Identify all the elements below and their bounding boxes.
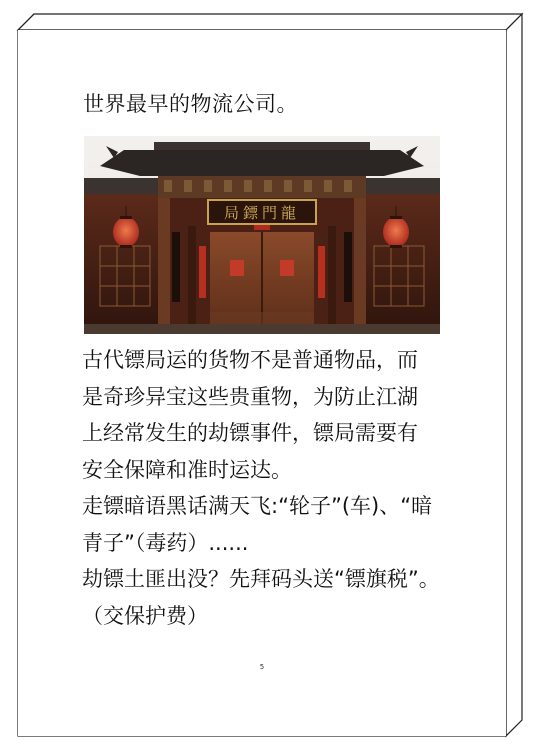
text-line: （交保护费） — [82, 603, 208, 628]
text-line: 安全保障和准时运达。 — [82, 457, 292, 482]
plaque-text: 局鏢門龍 — [223, 204, 301, 222]
text-line: 古代镖局运的货物不是普通物品，而 — [82, 348, 418, 372]
text-line: 是奇珍异宝这些贵重物，为防止江湖 — [82, 384, 418, 409]
text-line: 劫镖土匪出没？先拜码头送“镖旗税”。 — [82, 567, 440, 591]
text-line: 上经常发生的劫镖事件，镖局需要有 — [82, 421, 418, 445]
page-number: 5 — [259, 663, 265, 671]
escort-bureau-photo — [84, 136, 440, 334]
gate-illustration — [84, 136, 440, 334]
document-page — [18, 30, 506, 736]
text-line: 走镖暗语黑话满天飞:“轮子”(车)、“暗 — [82, 494, 433, 518]
paragraph-cargo — [82, 342, 482, 488]
intro-text: 世界最早的物流公司。 — [83, 92, 298, 116]
text-line: 青子”（毒药）...... — [82, 530, 249, 555]
paragraph-bandits — [82, 561, 482, 634]
body-text — [82, 342, 482, 634]
paragraph-jargon — [82, 488, 482, 561]
